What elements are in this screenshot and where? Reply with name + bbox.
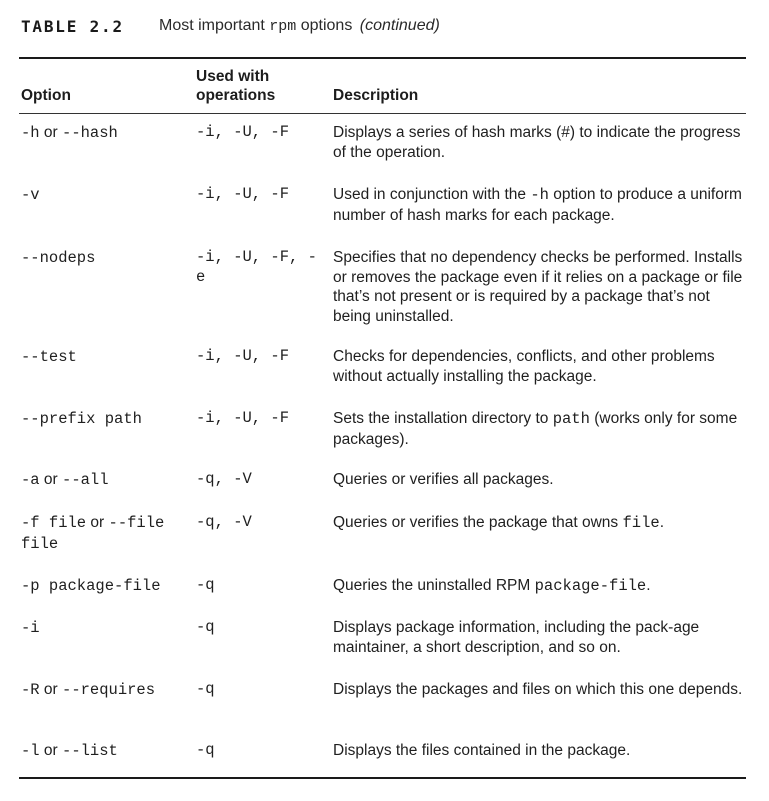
title-text-end: options	[296, 17, 353, 34]
option-cell	[21, 347, 191, 368]
table-title	[159, 17, 440, 35]
option-cell	[21, 680, 191, 701]
description-segment: Queries or verifies all packages.	[333, 471, 554, 488]
option-segment: -f file	[21, 514, 87, 532]
description-segment: file	[622, 514, 660, 532]
description-cell	[333, 123, 745, 162]
description-segment: Displays package information, including the pack-age maintainer, a short description, and so on.	[333, 619, 700, 656]
description-cell	[333, 185, 745, 225]
description-segment: Specifies that no dependency checks be performed. Installs or removes the package even if it relies on a package or file that’s not present or is required by a package that’s not being uninstalled.	[333, 249, 743, 325]
table-caption	[21, 17, 440, 39]
header-rule	[19, 113, 746, 114]
operations-cell: -i, -U, -F	[196, 185, 290, 203]
operations-cell: -q	[196, 680, 215, 698]
operations-cell: -q, -V	[196, 513, 252, 531]
option-segment: --hash	[62, 124, 118, 142]
header-operations-line1: Used with	[196, 68, 270, 85]
header-operations-line2: operations	[196, 87, 276, 104]
option-segment: --prefix path	[21, 410, 142, 428]
description-segment: Queries the uninstalled RPM	[333, 577, 535, 594]
description-cell	[333, 248, 745, 326]
description-segment: Used in conjunction with the	[333, 186, 531, 203]
description-segment: Displays the files contained in the package.	[333, 742, 631, 759]
description-segment: .	[659, 514, 665, 531]
option-cell	[21, 409, 191, 430]
option-cell	[21, 618, 191, 639]
option-segment: or	[39, 681, 63, 698]
option-cell	[21, 185, 191, 206]
option-cell	[21, 741, 191, 762]
option-segment: --test	[21, 348, 77, 366]
operations-cell: -q	[196, 576, 215, 594]
option-segment: -v	[21, 186, 40, 204]
description-segment: (works only for some packages).	[333, 410, 738, 448]
description-segment: .	[646, 577, 651, 594]
option-cell	[21, 248, 191, 269]
bottom-rule	[19, 777, 746, 779]
description-segment: Sets the installation directory to	[333, 410, 553, 427]
header-description: Description	[333, 87, 419, 104]
description-cell	[333, 470, 745, 490]
description-segment: package-file	[534, 577, 647, 595]
description-cell	[333, 680, 745, 700]
header-option: Option	[21, 87, 71, 104]
option-cell	[21, 576, 191, 597]
description-cell	[333, 347, 745, 386]
option-segment: or	[39, 471, 63, 488]
table-number: TABLE 2.2	[21, 17, 124, 36]
option-segment: or	[86, 514, 109, 531]
option-cell	[21, 470, 191, 491]
description-segment: path	[552, 410, 590, 428]
option-segment: or	[39, 124, 63, 141]
description-cell	[333, 741, 745, 761]
operations-cell: -i, -U, -F, -e	[196, 248, 317, 286]
description-segment: Displays a series of hash marks (#) to indicate the progress of the operation.	[333, 124, 741, 161]
option-segment: -R	[21, 681, 40, 699]
description-cell	[333, 576, 745, 597]
description-segment: Queries or verifies the package that owns	[333, 514, 623, 531]
title-code: rpm	[269, 18, 297, 35]
option-segment: -l	[21, 742, 40, 760]
option-segment: --file file	[21, 514, 165, 553]
option-segment: -i	[21, 619, 40, 637]
description-segment: Checks for dependencies, conflicts, and other problems without actually installing the package.	[333, 348, 715, 385]
description-segment: Displays the packages and files on which this one depends.	[333, 681, 743, 698]
option-segment: --nodeps	[21, 249, 96, 267]
option-segment: --list	[62, 742, 118, 760]
continued-label: (continued)	[359, 17, 440, 34]
option-cell	[21, 513, 191, 554]
description-segment: option to produce a uniform number of hash marks for each package.	[333, 186, 742, 224]
option-segment: -p package-file	[21, 577, 161, 595]
option-segment: -a	[21, 471, 40, 489]
operations-cell: -q, -V	[196, 470, 252, 488]
top-rule	[19, 57, 746, 59]
operations-cell: -i, -U, -F	[196, 123, 290, 141]
description-cell	[333, 513, 745, 534]
operations-cell: -i, -U, -F	[196, 409, 290, 427]
description-segment: -h	[530, 186, 549, 204]
option-segment: -h	[21, 124, 40, 142]
description-cell	[333, 409, 745, 449]
option-cell	[21, 123, 191, 144]
operations-cell: -i, -U, -F	[196, 347, 290, 365]
operations-cell: -q	[196, 618, 215, 636]
option-segment: --requires	[62, 681, 156, 699]
option-segment: or	[39, 742, 63, 759]
operations-cell: -q	[196, 741, 215, 759]
title-text: Most important	[159, 17, 270, 34]
header-operations	[196, 67, 275, 105]
option-segment: --all	[62, 471, 109, 489]
description-cell	[333, 618, 745, 657]
